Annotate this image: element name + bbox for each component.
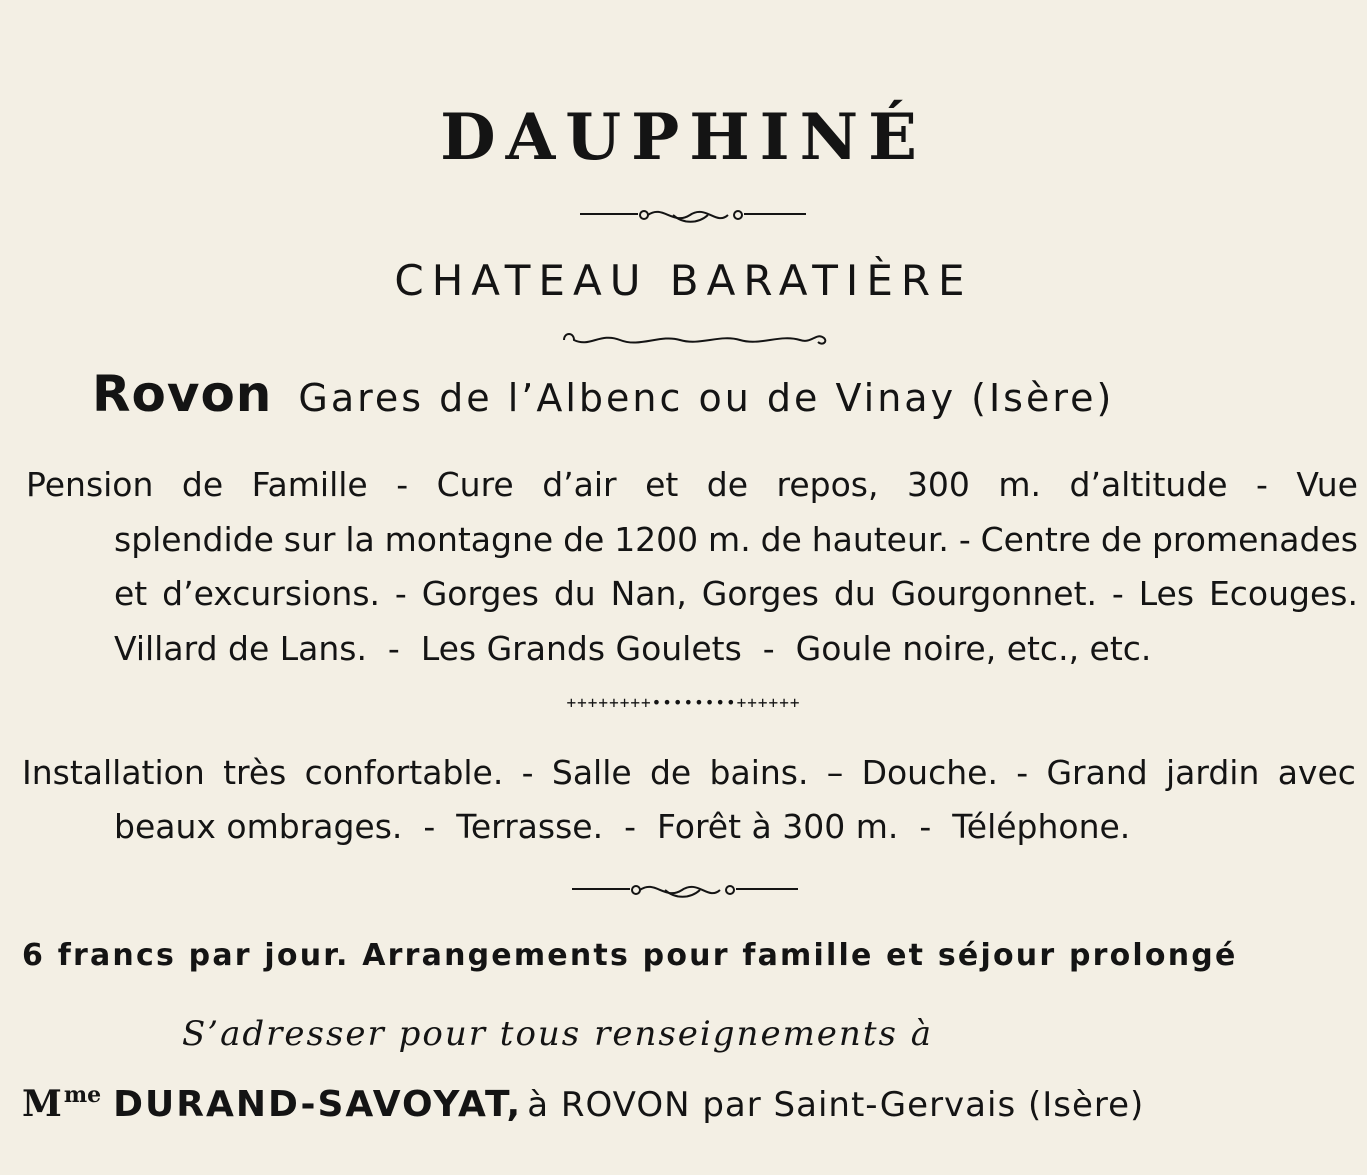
subtitle: CHATEAU BARATIÈRE — [394, 256, 973, 305]
word: Installation — [22, 753, 205, 792]
word: montagne — [384, 520, 554, 559]
word: – — [826, 753, 844, 792]
word: Centre — [980, 520, 1091, 559]
addressee-line — [22, 1082, 1144, 1125]
word: - — [958, 520, 971, 559]
word: la — [345, 520, 375, 559]
town-name: Rovon — [92, 365, 273, 423]
word: - — [1256, 465, 1268, 504]
amenities-line-1 — [22, 746, 1356, 800]
description-line-2 — [114, 513, 1358, 567]
word: de — [649, 753, 692, 792]
word: Douche. — [861, 753, 998, 792]
flourish-ornament-bottom — [570, 877, 800, 903]
word: du — [833, 574, 876, 613]
word: Villard de Lans. - Les Grands Goulets - Goule noire, etc., etc. — [114, 629, 1152, 668]
word: splendide — [114, 520, 274, 559]
word: - — [1111, 574, 1124, 613]
location-line — [92, 365, 1114, 423]
word: m. — [708, 520, 751, 559]
addressee-title: $M^{me}$ — [22, 1082, 102, 1125]
amenities-line-2 — [114, 800, 1130, 854]
word: 300 — [906, 465, 970, 504]
word: - — [396, 465, 409, 504]
word: sur — [283, 520, 336, 559]
word: bains. — [709, 753, 809, 792]
flourish-ornament-top — [578, 202, 808, 228]
word: et — [114, 574, 148, 613]
description-line-3 — [114, 567, 1358, 621]
contact-intro: S’adresser pour tous renseignements à — [182, 1014, 934, 1054]
word: de — [1100, 520, 1143, 559]
word: Pension — [26, 465, 154, 504]
word: de — [563, 520, 605, 559]
word: repos, — [776, 465, 879, 504]
word: Gourgonnet. — [890, 574, 1098, 613]
word: Gorges — [421, 574, 539, 613]
word: - — [1016, 753, 1029, 792]
word: m. — [998, 465, 1042, 504]
page-title: DAUPHINÉ — [440, 100, 927, 175]
word: beaux ombrages. - Terrasse. - Forêt à 300 m. - Téléphone. — [114, 807, 1131, 846]
word: Grand — [1046, 753, 1148, 792]
star-separator: ++++++++••••••••++++++ — [566, 693, 801, 712]
word: Gorges — [701, 574, 819, 613]
word: Famille — [251, 465, 368, 504]
word: Salle — [551, 753, 632, 792]
stations-text: Gares de l’Albenc ou de Vinay (Isère) — [298, 376, 1115, 420]
wave-ornament — [560, 328, 830, 352]
word: de — [706, 465, 749, 504]
word: Les — [1138, 574, 1195, 613]
word: très — [223, 753, 287, 792]
word: de — [181, 465, 224, 504]
word: Nan, — [610, 574, 687, 613]
word: Cure — [436, 465, 514, 504]
addressee-name: DURAND-SAVOYAT, — [113, 1084, 523, 1125]
price-line: 6 francs par jour. Arrangements pour famille et séjour prolongé — [22, 938, 1238, 973]
word: hauteur. — [811, 520, 949, 559]
word: promenades — [1151, 520, 1358, 559]
word: et — [645, 465, 679, 504]
word: d’air — [542, 465, 617, 504]
word: Ecouges. — [1208, 574, 1358, 613]
word: d’excursions. — [162, 574, 381, 613]
word: Vue — [1296, 465, 1358, 504]
word: confortable. — [304, 753, 504, 792]
word: avec — [1277, 753, 1356, 792]
word: - — [521, 753, 534, 792]
description-line-1 — [26, 458, 1358, 512]
word: de — [760, 520, 802, 559]
word: 1200 — [614, 520, 699, 559]
word: d’altitude — [1069, 465, 1228, 504]
addressee-place: à ROVON par Saint-Gervais (Isère) — [527, 1085, 1145, 1125]
word: jardin — [1165, 753, 1260, 792]
word: du — [553, 574, 596, 613]
description-line-4 — [114, 622, 1151, 676]
word: - — [394, 574, 407, 613]
